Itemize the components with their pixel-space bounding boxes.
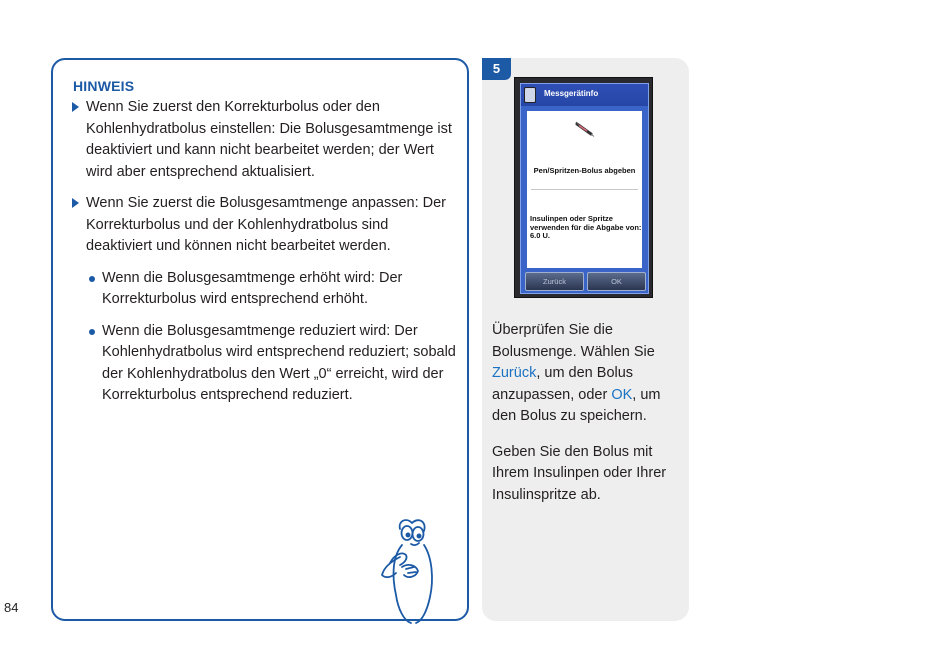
note-arrow-icon: [72, 102, 79, 112]
note-sublist: [87, 268, 456, 407]
step-number-badge: 5: [482, 58, 511, 80]
instruction-text: , um den Bolus zu speichern.: [492, 386, 661, 424]
zurueck-link: Zurück: [492, 365, 537, 381]
bullet-dot-icon: [89, 329, 95, 335]
instruction-text: , um den Bolus anzupassen, oder: [492, 365, 634, 403]
mascot-icon: [378, 517, 446, 625]
screen-ok-button: OK: [587, 272, 646, 291]
bullet-dot-icon: [89, 276, 95, 282]
note-bullet: [71, 193, 456, 258]
insulin-pen-icon: [574, 120, 596, 138]
screen-divider: [531, 189, 638, 190]
screen-body: [527, 111, 642, 268]
note-subbullet: [87, 321, 456, 407]
instruction-paragraph: [492, 320, 682, 428]
note-title: HINWEIS: [73, 78, 135, 94]
note-subbullet-text: Wenn die Bolusgesamtmenge reduziert wird: Der Kohlenhydratbolus wird entsprechend reduziert; sobald der Kohlenhydratbolus den Wert „0“ erreicht, wird der Korrekturbolus entsprechend reduziert.: [102, 322, 456, 403]
note-subbullet-text: Wenn die Bolusgesamtmenge erhöht wird: Der Korrekturbolus wird entsprechend erhöht.: [102, 269, 403, 307]
screen-bolus-heading: Pen/Spritzen-Bolus abgeben: [533, 166, 636, 175]
note-subbullet: [87, 268, 456, 311]
screen-back-button: Zurück: [525, 272, 584, 291]
note-bullet-text: Wenn Sie zuerst den Korrekturbolus oder den Kohlenhydratbolus einstellen: Die Bolusgesamtmenge ist deaktiviert und kann nicht bearbeitet werden; der Wert wird aber entsprechend aktualisiert.: [86, 99, 452, 180]
ok-link: OK: [611, 386, 633, 403]
meter-screen: [520, 83, 649, 294]
instruction-paragraph: Geben Sie den Bolus mit Ihrem Insulinpen oder Ihrer Insulinspritze ab.: [492, 443, 667, 503]
screen-message: Insulinpen oder Spritze verwenden für die Abgabe von: 6.0 U.: [530, 214, 642, 240]
step-instructions: [492, 320, 682, 520]
screen-title: Messgerätinfo: [544, 89, 599, 98]
note-arrow-icon: [72, 198, 79, 208]
note-bullet: [71, 97, 456, 183]
meter-screenshot: [514, 77, 653, 298]
page-number: 84: [4, 600, 19, 615]
note-list: [71, 97, 456, 417]
instruction-text: Überprüfen Sie die Bolusmenge. Wählen Sie: [492, 322, 655, 360]
screen-header: [521, 84, 648, 106]
meter-icon: [524, 87, 536, 103]
note-bullet-text: Wenn Sie zuerst die Bolusgesamtmenge anpassen: Der Korrekturbolus und der Kohlenhydratbolus sind deaktiviert und können nicht bearbeitet werden.: [86, 195, 447, 254]
